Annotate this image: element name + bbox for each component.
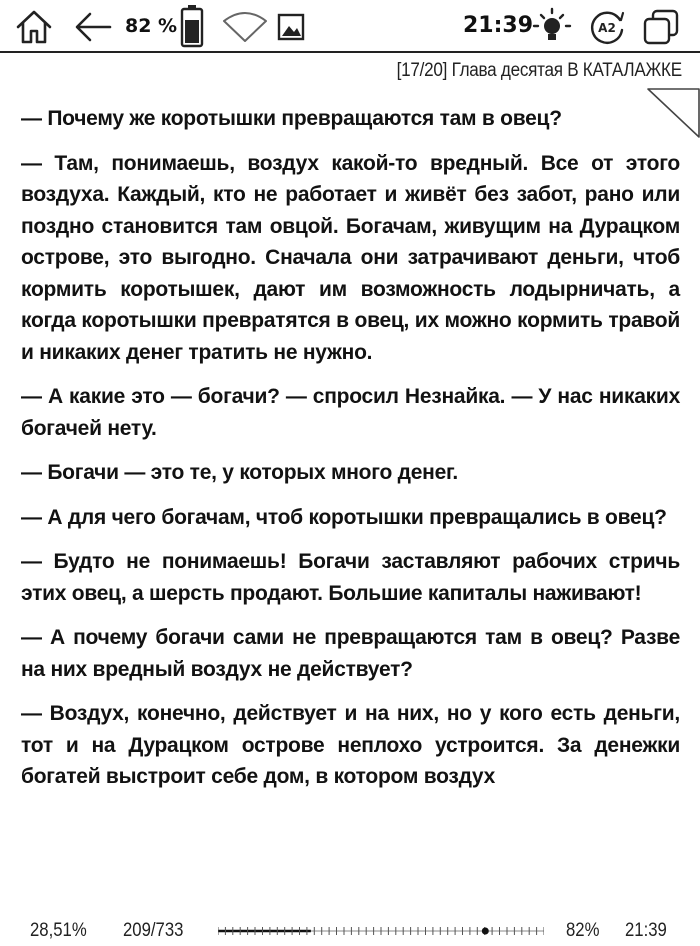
- battery-fill: [185, 20, 199, 43]
- image-icon: [276, 12, 306, 42]
- battery-percent: 82 %: [125, 15, 178, 37]
- progress-bar[interactable]: [218, 925, 544, 937]
- paragraph: — Богачи — это те, у которых много денег.: [21, 461, 458, 484]
- back-arrow-icon[interactable]: [72, 8, 114, 46]
- page-counter[interactable]: 209/733: [123, 920, 184, 941]
- paragraph: — А какие это — богачи? — спросил Незнайка. — У нас никаких богачей нету.: [21, 385, 680, 440]
- paragraph: — Воздух, конечно, действует и на них, но у кого есть деньги, тот и на Дурацком острове неплохо устроится. За денежки богатей выстроит себе дом, в котором воздух: [21, 702, 680, 788]
- progress-marker: [482, 928, 489, 935]
- reader-footer: [0, 916, 700, 946]
- paragraph: — А для чего богачам, чтоб коротышки превращались в овец?: [21, 505, 667, 529]
- status-time: 21:39: [463, 13, 534, 38]
- wifi-icon[interactable]: [222, 10, 268, 44]
- paragraph: — А почему богачи сами не превращаются там в овец? Разве на них вредный воздух не действует?: [21, 626, 680, 681]
- status-divider: [0, 51, 700, 53]
- home-icon[interactable]: [14, 8, 54, 46]
- paragraph: — Почему же коротышки превращаются там в овец?: [21, 107, 562, 130]
- footer-battery: 82%: [566, 920, 600, 941]
- chapter-title[interactable]: [17/20] Глава десятая В КАТАЛАЖКЕ: [396, 60, 682, 81]
- refresh-mode-label: A2: [598, 21, 616, 35]
- refresh-mode-icon[interactable]: [586, 6, 628, 48]
- app-switch-icon[interactable]: [640, 6, 682, 48]
- paragraph: — Там, понимаешь, воздух какой-то вредный. Все от этого воздуха. Каждый, кто не работает и живёт без забот, рано или поздно становится там овцой. Богачам, живущим на Дурацком острове, это выгодно. Сначала они затрачивают деньги, чтоб кормить коротышек, дают им возможность лодырничать, а когда коротышки превратятся в овец, их можно кормить травой и никаких денег тратить не нужно.: [21, 151, 680, 364]
- frontlight-icon[interactable]: [532, 6, 572, 48]
- reader-page-text[interactable]: [21, 103, 680, 806]
- paragraph: — Будто не понимаешь! Богачи заставляют рабочих стричь этих овец, а шерсть продают. Большие капиталы наживают!: [21, 550, 680, 605]
- footer-time: 21:39: [625, 920, 667, 941]
- battery-icon: [178, 4, 206, 48]
- status-bar: [0, 0, 700, 50]
- book-progress-percent: 28,51%: [30, 920, 87, 941]
